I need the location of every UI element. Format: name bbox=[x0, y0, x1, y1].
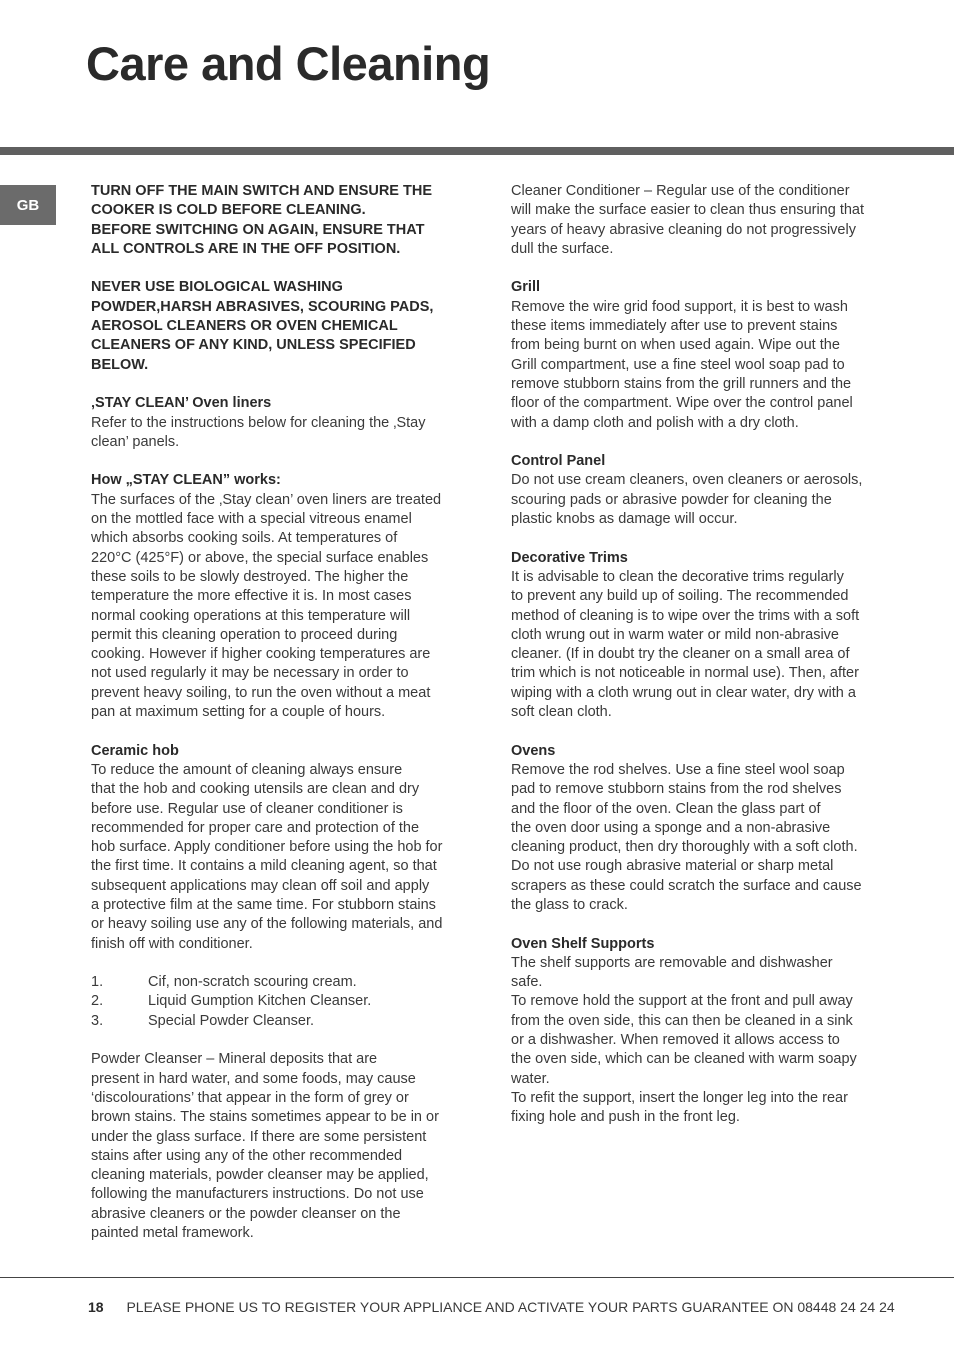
text-line: to prevent any build up of soiling. The recommended bbox=[511, 588, 849, 605]
text-line: To remove hold the support at the front and pull away bbox=[511, 993, 853, 1010]
text-line: the glass to crack. bbox=[511, 896, 628, 913]
right-column bbox=[511, 182, 893, 1147]
text-line: before use. Regular use of cleaner conditioner is bbox=[91, 800, 403, 817]
text-line: under the glass surface. If there are some persistent bbox=[91, 1128, 427, 1145]
section-how-it-works bbox=[91, 471, 473, 722]
footer-divider bbox=[0, 1277, 954, 1278]
text-line: subsequent applications may clean off soil and apply bbox=[91, 877, 430, 894]
text-line: cleaner. (If in doubt try the cleaner on a small area of bbox=[511, 646, 850, 663]
text-line: that the hob and cooking utensils are clean and dry bbox=[91, 781, 420, 798]
section-shelf-supports bbox=[511, 935, 893, 1128]
text-line: Remove the rod shelves. Use a fine steel wool soap bbox=[511, 761, 845, 778]
text-line: will make the surface easier to clean thus ensuring that bbox=[511, 202, 865, 219]
materials-list bbox=[91, 973, 473, 1031]
section-stay-clean bbox=[91, 394, 473, 452]
section-ovens bbox=[511, 742, 893, 916]
text-line: NEVER USE BIOLOGICAL WASHING bbox=[91, 279, 343, 296]
section-heading: Grill bbox=[511, 279, 541, 296]
text-line: following the manufacturers instructions. Do not use bbox=[91, 1186, 424, 1203]
text-line: To refit the support, insert the longer leg into the rear bbox=[511, 1089, 848, 1106]
text-line: 220°C (425°F) or above, the special surface enables bbox=[91, 549, 429, 566]
text-line: which absorbs cooking soils. At temperatures of bbox=[91, 530, 398, 547]
text-line: ‘discolourations’ that appear in the form of grey or bbox=[91, 1089, 409, 1106]
text-line: Grill compartment, use a fine steel wool soap pad to bbox=[511, 356, 845, 373]
text-line: The surfaces of the ‚Stay clean’ oven liners are treated bbox=[91, 491, 442, 508]
text-line: CLEANERS OF ANY KIND, UNLESS SPECIFIED bbox=[91, 337, 416, 354]
text-line: the oven door using a sponge and a non-abrasive bbox=[511, 819, 831, 836]
page-title: Care and Cleaning bbox=[86, 37, 491, 90]
text-line: ALL CONTROLS ARE IN THE OFF POSITION. bbox=[91, 240, 401, 257]
text-line: soft clean cloth. bbox=[511, 704, 612, 721]
section-ceramic-hob bbox=[91, 742, 473, 954]
text-line: these soils to be slowly destroyed. The higher the bbox=[91, 568, 409, 585]
text-line: or heavy soiling use any of the following materials, and bbox=[91, 916, 443, 933]
section-body bbox=[91, 491, 473, 723]
text-line: pad to remove stubborn stains from the rod shelves bbox=[511, 781, 842, 798]
text-line: Remove the wire grid food support, it is best to wash bbox=[511, 298, 848, 315]
list-text: Liquid Gumption Kitchen Cleanser. bbox=[148, 993, 372, 1010]
text-line: scrapers as these could scratch the surface and cause bbox=[511, 877, 862, 894]
section-heading: Oven Shelf Supports bbox=[511, 935, 655, 952]
text-line: the first time. It contains a mild cleaning agent, so that bbox=[91, 858, 437, 875]
list-item bbox=[91, 992, 473, 1011]
section-heading: Decorative Trims bbox=[511, 549, 628, 566]
section-heading: How „STAY CLEAN” works: bbox=[91, 472, 281, 489]
text-line: prevent heavy soiling, to run the oven without a meat bbox=[91, 684, 431, 701]
text-line: from being burnt on when used again. Wipe out the bbox=[511, 337, 840, 354]
list-item bbox=[91, 973, 473, 992]
text-line: or a dishwasher. When removed it allows access to bbox=[511, 1032, 840, 1049]
left-column bbox=[91, 182, 473, 1263]
footer bbox=[88, 1299, 895, 1315]
text-line: not used regularly it may be necessary in order to bbox=[91, 665, 409, 682]
text-line: hob surface. Apply conditioner before using the hob for bbox=[91, 839, 443, 856]
text-line: clean’ panels. bbox=[91, 433, 180, 450]
text-line: plastic knobs as damage will occur. bbox=[511, 511, 738, 528]
text-line: a protective film at the same time. For stubborn stains bbox=[91, 896, 436, 913]
text-line: brown stains. The stains sometimes appear to be in or bbox=[91, 1109, 439, 1126]
text-line: these items immediately after use to prevent stains bbox=[511, 318, 838, 335]
title-divider bbox=[0, 147, 954, 155]
section-heading: ‚STAY CLEAN’ Oven liners bbox=[91, 395, 272, 412]
list-number: 3. bbox=[91, 1012, 104, 1029]
text-line: AEROSOL CLEANERS OR OVEN CHEMICAL bbox=[91, 318, 398, 335]
list-text: Special Powder Cleanser. bbox=[148, 1012, 315, 1029]
text-line: abrasive cleaners or the powder cleanser on the bbox=[91, 1205, 401, 1222]
text-line: temperature the more effective it is. In most cases bbox=[91, 588, 412, 605]
text-line: present in hard water, and some foods, may cause bbox=[91, 1070, 416, 1087]
section-control-panel bbox=[511, 452, 893, 529]
text-line: cleaning materials, powder cleanser may be applied, bbox=[91, 1167, 429, 1184]
section-decorative-trims bbox=[511, 549, 893, 723]
warning-switch-off bbox=[91, 182, 473, 259]
text-line: on the mottled face with a special vitreous enamel bbox=[91, 511, 412, 528]
section-body bbox=[511, 298, 893, 433]
text-line: method of cleaning is to wipe over the trims with a soft bbox=[511, 607, 860, 624]
text-line: The shelf supports are removable and dishwasher bbox=[511, 954, 833, 971]
text-line: recommended for proper care and protection of the bbox=[91, 819, 420, 836]
footer-text: PLEASE PHONE US TO REGISTER YOUR APPLIANCE AND ACTIVATE YOUR PARTS GUARANTEE ON 08448 24 24 24 bbox=[126, 1299, 895, 1315]
page-number: 18 bbox=[88, 1299, 104, 1315]
text-line: the oven side, which can be cleaned with warm soapy bbox=[511, 1051, 857, 1068]
text-line: Cleaner Conditioner – Regular use of the conditioner bbox=[511, 183, 850, 199]
text-line: remove stubborn stains from the grill runners and the bbox=[511, 375, 852, 392]
conditioner-paragraph bbox=[511, 182, 893, 259]
section-body bbox=[511, 761, 893, 915]
section-heading: Ovens bbox=[511, 742, 556, 759]
section-heading: Ceramic hob bbox=[91, 742, 179, 759]
section-body bbox=[511, 568, 893, 722]
language-tab: GB bbox=[0, 185, 56, 225]
text-line: BELOW. bbox=[91, 356, 149, 373]
section-body bbox=[91, 761, 473, 954]
text-line: TURN OFF THE MAIN SWITCH AND ENSURE THE bbox=[91, 183, 433, 199]
text-line: and the floor of the oven. Clean the glass part of bbox=[511, 800, 821, 817]
text-line: floor of the compartment. Wipe over the control panel bbox=[511, 395, 853, 412]
text-line: cloth wrung out in warm water or mild non-abrasive bbox=[511, 626, 839, 643]
text-line: wiping with a cloth wrung out in clear water, dry with a bbox=[511, 684, 856, 701]
text-line: from the oven side, this can then be cleaned in a sink bbox=[511, 1012, 853, 1029]
text-line: water. bbox=[511, 1070, 550, 1087]
section-heading: Control Panel bbox=[511, 453, 606, 470]
text-line: trim which is not noticeable in normal use). Then, after bbox=[511, 665, 859, 682]
text-line: dull the surface. bbox=[511, 240, 614, 257]
text-line: painted metal framework. bbox=[91, 1225, 254, 1242]
text-line: BEFORE SWITCHING ON AGAIN, ENSURE THAT bbox=[91, 221, 425, 238]
text-line: Do not use rough abrasive material or sharp metal bbox=[511, 858, 834, 875]
warning-never-use bbox=[91, 278, 473, 374]
text-line: years of heavy abrasive cleaning do not progressively bbox=[511, 221, 856, 238]
section-body bbox=[91, 414, 473, 453]
list-number: 1. bbox=[91, 974, 104, 991]
text-line: Powder Cleanser – Mineral deposits that are bbox=[91, 1051, 378, 1068]
list-text: Cif, non-scratch scouring cream. bbox=[148, 974, 357, 991]
text-line: safe. bbox=[511, 974, 543, 991]
text-line: normal cooking operations at this temperature will bbox=[91, 607, 411, 624]
text-line: scouring pads or abrasive powder for cleaning the bbox=[511, 491, 832, 508]
text-line: Do not use cream cleaners, oven cleaners or aerosols, bbox=[511, 472, 863, 489]
text-line: COOKER IS COLD BEFORE CLEANING. bbox=[91, 202, 366, 219]
list-number: 2. bbox=[91, 993, 104, 1010]
text-line: cooking. However if higher cooking temperatures are bbox=[91, 646, 431, 663]
powder-cleanser-paragraph bbox=[91, 1050, 473, 1243]
text-line: fixing hole and push in the front leg. bbox=[511, 1109, 740, 1126]
text-line: It is advisable to clean the decorative trims regularly bbox=[511, 568, 844, 585]
text-line: permit this cleaning operation to proceed during bbox=[91, 626, 398, 643]
section-grill bbox=[511, 278, 893, 432]
text-line: pan at maximum setting for a couple of hours. bbox=[91, 704, 386, 721]
text-line: POWDER,HARSH ABRASIVES, SCOURING PADS, bbox=[91, 298, 434, 315]
text-line: finish off with conditioner. bbox=[91, 935, 253, 952]
list-item bbox=[91, 1012, 473, 1031]
text-line: To reduce the amount of cleaning always ensure bbox=[91, 761, 403, 778]
section-body bbox=[511, 471, 893, 529]
text-line: with a damp cloth and polish with a dry cloth. bbox=[511, 414, 799, 431]
text-line: stains after using any of the other recommended bbox=[91, 1147, 403, 1164]
text-line: cleaning product, then dry thoroughly with a soft cloth. bbox=[511, 839, 858, 856]
text-line: Refer to the instructions below for cleaning the ‚Stay bbox=[91, 414, 426, 431]
section-body bbox=[511, 954, 893, 1128]
